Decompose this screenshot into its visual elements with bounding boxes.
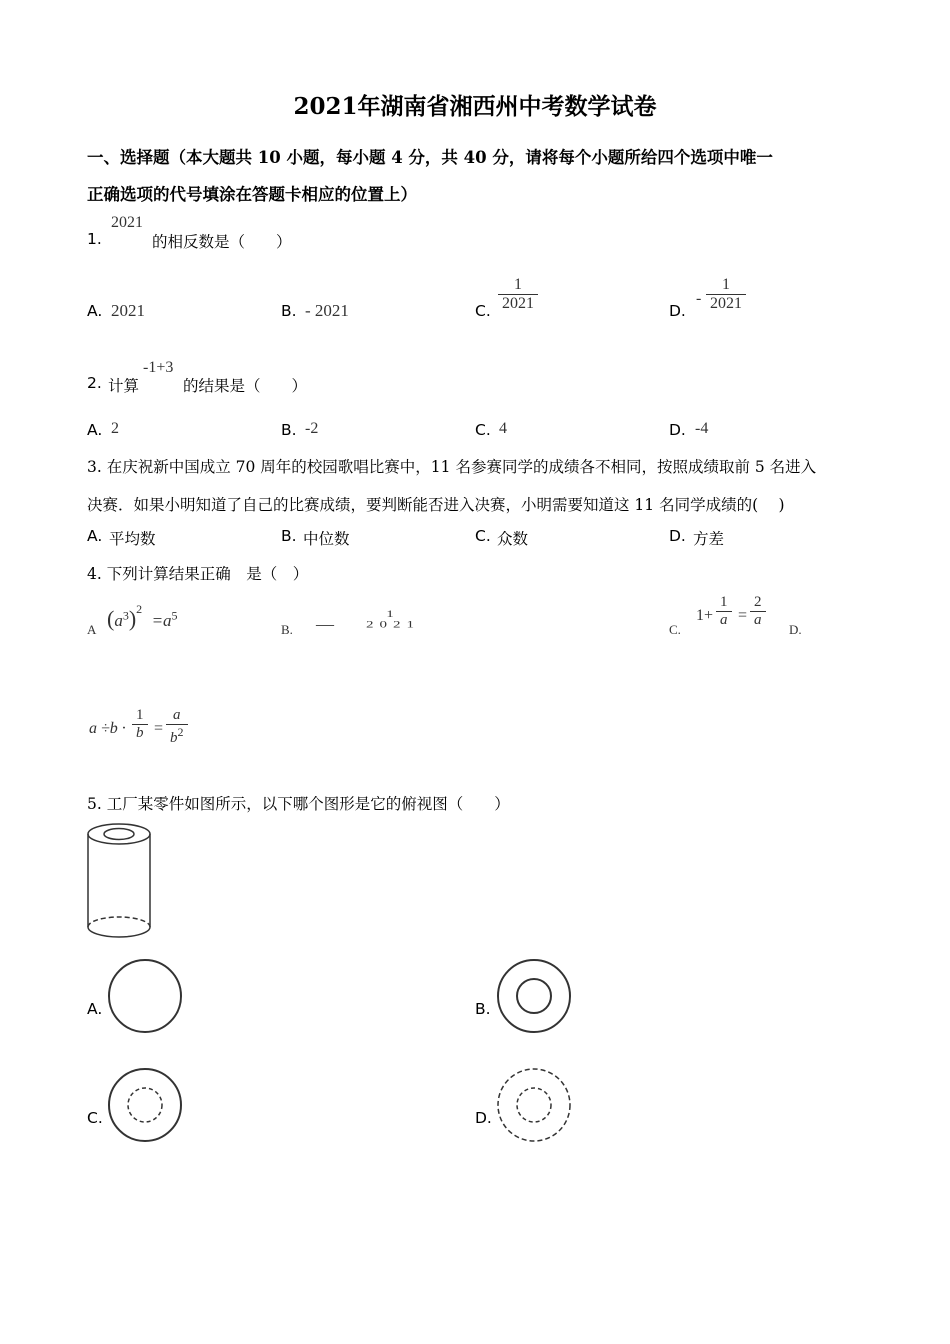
fraction-denominator: 2021 (706, 294, 746, 313)
q4-option-a-label: A (87, 622, 97, 637)
q4-option-c-lhs: 1+ (696, 607, 714, 624)
q2-option-c-label: C. (475, 421, 491, 439)
q5-option-b-label: B. (475, 1000, 491, 1018)
fraction-numerator: a (173, 707, 181, 723)
fraction-numerator: 1 (720, 594, 728, 610)
q2-option-b: -2 (305, 420, 319, 437)
q2-option-c: 4 (499, 420, 507, 437)
q4-stem: 4. 下列计算结果正确 是（ ） (87, 565, 309, 583)
q3-option-d-label: D. (669, 527, 686, 545)
q1-expression: 2021 (111, 214, 143, 231)
q5-option-d-label: D. (475, 1109, 492, 1127)
q4-option-b-fraction (362, 610, 424, 630)
variable-a: a (114, 611, 123, 630)
q4-option-d-fraction-2 (166, 707, 188, 747)
q2-prefix: 计算 (108, 377, 140, 395)
exponent: 3 (122, 608, 129, 623)
fraction-numerator: 1 (136, 707, 144, 723)
q2-number: 2. (87, 374, 102, 392)
fraction-denominator: 2021 (366, 620, 420, 630)
q2-stem: 的结果是（ ） (183, 377, 308, 395)
q3-option-a: 平均数 (109, 530, 156, 548)
section-heading-line1: 一、选择题（本大题共 10 小题，每小题 4 分，共 40 分，请将每个小题所给四个选项中唯一 (87, 148, 773, 167)
q1-option-b: - 2021 (305, 301, 349, 320)
fraction-denominator: b (132, 724, 148, 742)
rhs-exponent: 5 (171, 608, 178, 623)
q2-option-d-label: D. (669, 421, 686, 439)
q4-option-d-equals: = (154, 720, 164, 737)
q2-option-a: 2 (111, 420, 119, 437)
q1-option-d-fraction (706, 276, 746, 313)
q4-option-c-fraction-1 (716, 594, 732, 629)
q5-stem: 5. 工厂某零件如图所示，以下哪个图形是它的俯视图（ ） (87, 795, 510, 813)
q5-option-a-figure (106, 957, 186, 1037)
cylinder-part-figure (84, 822, 156, 942)
q4-option-d-label: D. (789, 622, 802, 637)
q4-option-b-label: B. (281, 622, 293, 637)
fraction-numerator: 2 (754, 594, 762, 610)
q5-option-c-figure (106, 1066, 186, 1146)
q5-option-c-label: C. (87, 1109, 103, 1127)
q4-option-c-equals: = (738, 607, 748, 624)
q3-option-b: 中位数 (303, 530, 350, 548)
q1-option-a: 2021 (111, 301, 145, 320)
q3-option-c: 众数 (497, 530, 529, 548)
q4-option-c-fraction-2 (750, 594, 766, 629)
q2-option-a-label: A. (87, 421, 103, 439)
q1-option-c-fraction (498, 276, 538, 313)
q3-option-a-label: A. (87, 527, 103, 545)
q1-option-a-label: A. (87, 302, 103, 320)
q1-option-d-sign: - (696, 290, 702, 307)
q4-option-a-expression: $(a^3)^2 =a^5$ (107, 602, 178, 631)
q5-option-a-label: A. (87, 1000, 103, 1018)
q4-option-b-sign: — (316, 614, 334, 634)
fraction-denominator: a (750, 611, 766, 629)
q4-option-d-lhs: a ÷b · (89, 720, 126, 737)
fraction-numerator: 1 (722, 276, 730, 293)
q2-option-b-label: B. (281, 421, 297, 439)
q2-expression: -1+3 (143, 359, 174, 376)
q3-stem-line2: 决赛．如果小明知道了自己的比赛成绩，要判断能否进入决赛，小明需要知道这 11 名同学成绩的( ) (87, 496, 785, 514)
fraction-denominator: $b^2$ (166, 724, 188, 747)
section-heading-line2: 正确选项的代号填涂在答题卡相应的位置上） (87, 185, 417, 204)
fraction-denominator: 2021 (498, 294, 538, 313)
q1-option-b-label: B. (281, 302, 297, 320)
outer-exponent: 2 (136, 602, 143, 617)
q3-option-b-label: B. (281, 527, 297, 545)
fraction-numerator: 1 (514, 276, 522, 293)
q5-option-b-figure (495, 957, 575, 1037)
q1-option-c-label: C. (475, 302, 491, 320)
q1-stem: 的相反数是（ ） (152, 233, 292, 251)
fraction-denominator: a (716, 611, 732, 629)
q5-option-d-figure (495, 1066, 575, 1146)
fraction-numerator: 1 (386, 610, 400, 620)
q4-option-c-label: C. (669, 622, 681, 637)
q4-option-d-fraction-1 (132, 707, 148, 742)
q3-option-d: 方差 (693, 530, 725, 548)
q1-option-d-label: D. (669, 302, 686, 320)
right-hand-side: =a (151, 611, 172, 630)
q1-number: 1. (87, 230, 102, 248)
q3-option-c-label: C. (475, 527, 491, 545)
page-title: 2021年湖南省湘西州中考数学试卷 (293, 93, 657, 120)
q3-stem-line1: 3. 在庆祝新中国成立 70 周年的校园歌唱比赛中，11 名参赛同学的成绩各不相同，按照成绩取前 5 名进入 (87, 458, 817, 476)
q2-option-d: -4 (695, 420, 709, 437)
